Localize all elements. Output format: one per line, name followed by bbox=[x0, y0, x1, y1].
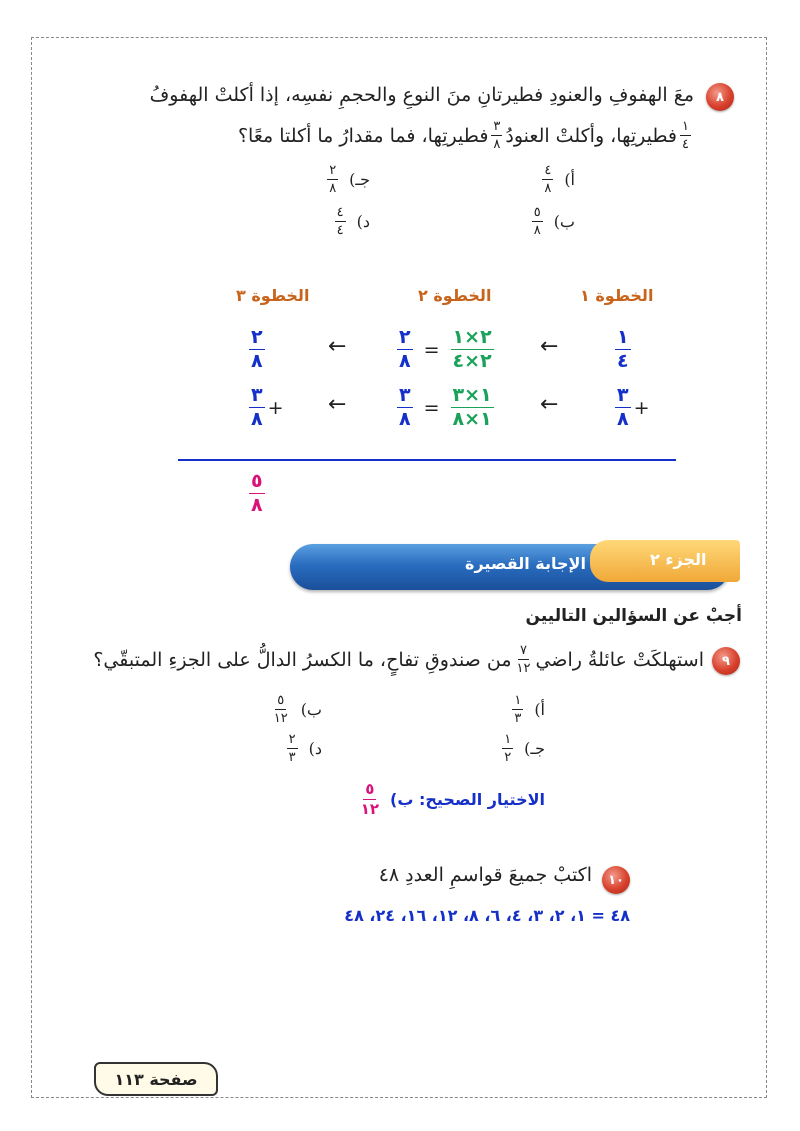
step3-row2-fraction: $\frac{٣}{٨}$ + bbox=[251, 384, 284, 430]
arrow-icon: ← bbox=[328, 334, 347, 359]
arrow-icon: ← bbox=[328, 392, 347, 417]
question-10-answer: ٤٨ = ١، ٢، ٣، ٤، ٦، ٨، ١٢، ١٦، ٢٤، ٤٨ bbox=[344, 906, 630, 925]
q8-option-c[interactable]: جـ) $\frac{٢}{٨}$ bbox=[329, 163, 370, 196]
q9-option-b[interactable]: ب) $\frac{٥}{١٢}$ bbox=[273, 693, 322, 726]
section-title: الإجابة القصيرة bbox=[465, 554, 586, 573]
question-8-line1: معَ الهفوفِ والعنودِ فطيرتانِ منَ النوعِ والحجمِ نفسِه، إذا أكلتْ الهفوفُ bbox=[149, 84, 694, 106]
question-9-badge: ٩ bbox=[712, 647, 740, 675]
step-3-heading: الخطوة ٣ bbox=[236, 286, 310, 305]
q8-option-a[interactable]: أ) $\frac{٤}{٨}$ bbox=[544, 163, 575, 196]
question-8-line2 bbox=[238, 120, 694, 151]
question-8-line2-part-a: فطيرتِها، وأكلتْ العنودُ bbox=[505, 124, 678, 147]
q9-option-c[interactable]: جـ) $\frac{١}{٢}$ bbox=[504, 732, 545, 765]
page-number-label: صفحة ١١٣ bbox=[114, 1069, 198, 1089]
instruction-text: أجبْ عن السؤالين التاليين bbox=[525, 606, 742, 626]
question-8-line2-part-b: فطيرتِها، فما مقدارُ ما أكلتا معًا؟ bbox=[237, 124, 489, 147]
page-number-box bbox=[94, 1062, 218, 1096]
sum-result-fraction: $\frac{٥}{٨}$ bbox=[251, 470, 263, 516]
sum-line bbox=[178, 459, 676, 461]
step1-row2-fraction: $\frac{٣}{٨}$ + bbox=[617, 384, 650, 430]
fraction-one-quarter: $\frac{١}{٤}$ bbox=[682, 119, 689, 152]
step3-row1-fraction: $\frac{٢}{٨}$ bbox=[251, 326, 263, 372]
question-10-text: اكتبْ جميعَ قواسمِ العددِ ٤٨ bbox=[378, 864, 592, 886]
arrow-icon: ← bbox=[540, 392, 559, 417]
step2-row1: $\frac{٢}{٨}$ = $\frac{٢\times ١}{٢\times ٤}$ bbox=[399, 326, 492, 372]
arrow-icon: ← bbox=[540, 334, 559, 359]
step-2-heading: الخطوة ٢ bbox=[418, 286, 492, 305]
question-9-text: استهلكَتْ عائلةُ راضي $\frac{٧}{١٢}$ من صندوقِ تفاحٍ، ما الكسرُ الدالُّ على الجزءِ المتبقّي؟ bbox=[93, 643, 704, 676]
q8-option-b[interactable]: ب) $\frac{٥}{٨}$ bbox=[533, 205, 575, 238]
section-part-label: الجزء ٢ bbox=[650, 550, 707, 569]
q9-option-d[interactable]: د) $\frac{٢}{٣}$ bbox=[288, 732, 322, 765]
q9-option-a[interactable]: أ) $\frac{١}{٣}$ bbox=[514, 693, 545, 726]
section-banner bbox=[290, 540, 740, 596]
fraction-three-eighths: $\frac{٣}{٨}$ bbox=[493, 119, 501, 152]
q9-correct-answer: الاختيار الصحيح: ب) $\frac{٥}{١٢}$ bbox=[360, 780, 545, 818]
question-10-badge: ١٠ bbox=[602, 866, 630, 894]
question-8-badge: ٨ bbox=[706, 83, 734, 111]
step-1-heading: الخطوة ١ bbox=[580, 286, 654, 305]
q8-option-d[interactable]: د) $\frac{٤}{٤}$ bbox=[336, 205, 370, 238]
step1-row1-fraction: $\frac{١}{٤}$ bbox=[617, 326, 629, 372]
step2-row2: $\frac{٣}{٨}$ = $\frac{١\times ٣}{١\times ٨}$ bbox=[399, 384, 492, 430]
